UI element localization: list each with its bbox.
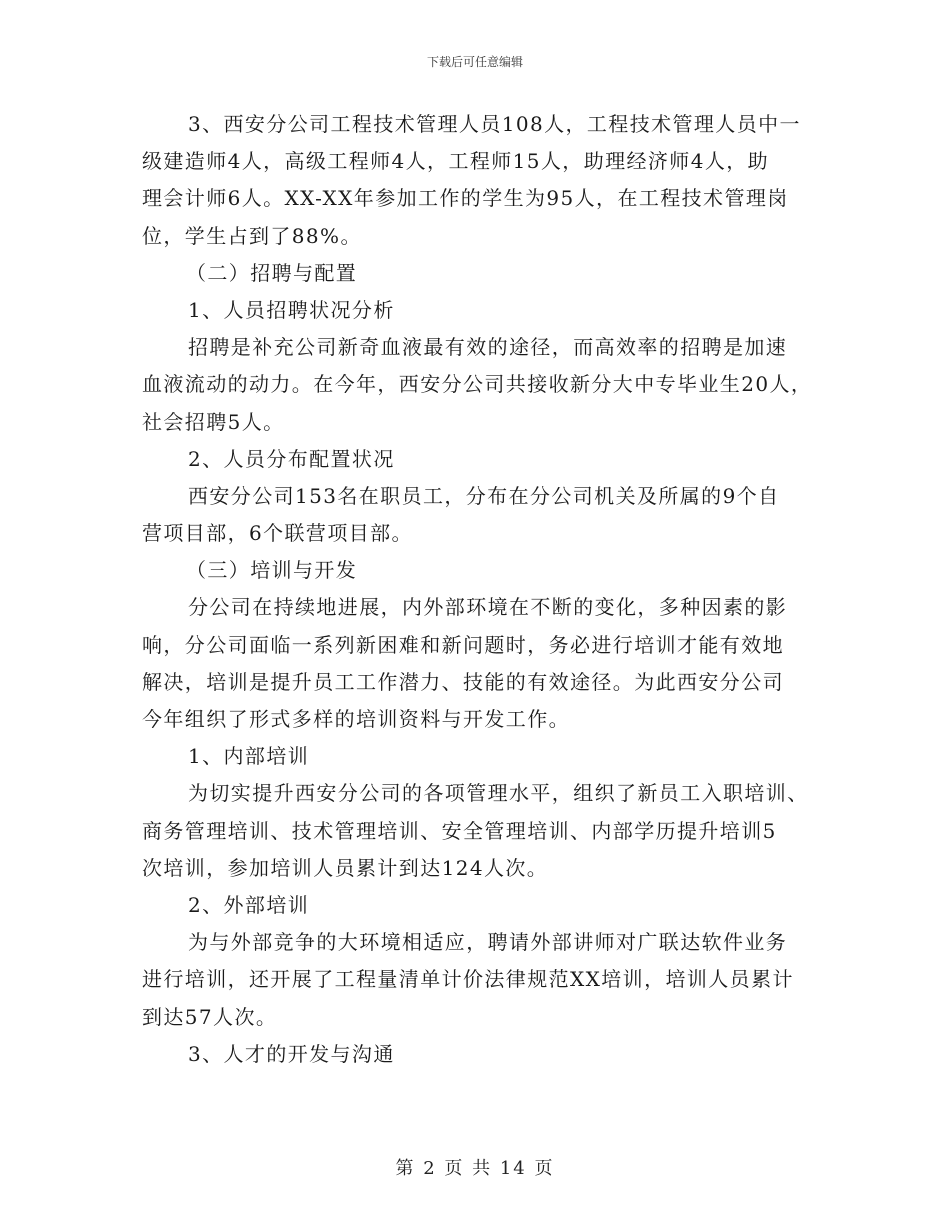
paragraph-line: 分公司在持续地进展，内外部环境在不断的变化，多种因素的影 — [188, 595, 788, 620]
subsection-heading: 3、人才的开发与沟通 — [188, 1041, 395, 1066]
section-heading: （三）培训与开发 — [186, 558, 358, 583]
paragraph-line: 解决，培训是提升员工工作潜力、技能的有效途径。为此西安分公司 — [142, 669, 784, 694]
subsection-heading: 1、人员招聘状况分析 — [188, 297, 395, 322]
paragraph-line: 社会招聘5人。 — [142, 409, 285, 434]
paragraph-line: 为切实提升西安分公司的各项管理水平，组织了新员工入职培训、 — [188, 781, 809, 806]
subsection-heading: 1、内部培训 — [188, 744, 310, 769]
paragraph-line: 西安分公司153名在职员工，分布在分公司机关及所属的9个自 — [188, 483, 780, 508]
paragraph-line: 响，分公司面临一系列新困难和新问题时，务必进行培训才能有效地 — [142, 632, 784, 657]
subsection-heading: 2、人员分布配置状况 — [188, 446, 395, 471]
page-number: 第 2 页 共 14 页 — [395, 1158, 555, 1179]
paragraph-line: 级建造师4人，高级工程师4人，工程师15人，助理经济师4人，助 — [142, 149, 770, 174]
page-header: 下载后可任意编辑 — [426, 55, 523, 69]
paragraph-line: 今年组织了形式多样的培训资料与开发工作。 — [142, 707, 570, 731]
section-heading: （二）招聘与配置 — [186, 260, 358, 285]
paragraph-line: 位，学生占到了88%。 — [142, 223, 362, 248]
paragraph-line: 理会计师6人。XX-XX年参加工作的学生为95人，在工程技术管理岗 — [142, 186, 789, 211]
paragraph-line: 次培训，参加培训人员累计到达124人次。 — [142, 855, 549, 880]
paragraph-line: 为与外部竞争的大环境相适应，聘请外部讲师对广联达软件业务 — [188, 930, 788, 955]
paragraph-line: 商务管理培训、技术管理培训、安全管理培训、内部学历提升培训5 — [142, 818, 777, 843]
paragraph-line: 到达57人次。 — [142, 1004, 278, 1029]
subsection-heading: 2、外部培训 — [188, 892, 310, 917]
paragraph-line: 3、西安分公司工程技术管理人员108人，工程技术管理人员中一 — [188, 112, 801, 136]
paragraph-line: 招聘是补充公司新奇血液最有效的途径，而高效率的招聘是加速 — [188, 335, 788, 360]
paragraph-line: 进行培训，还开展了工程量清单计价法律规范XX培训，培训人员累计 — [142, 967, 794, 992]
document-body — [142, 106, 812, 1073]
paragraph-line: 营项目部，6个联营项目部。 — [142, 521, 413, 546]
paragraph-line: 血液流动的动力。在今年，西安分公司共接收新分大中专毕业生20人， — [142, 372, 813, 397]
